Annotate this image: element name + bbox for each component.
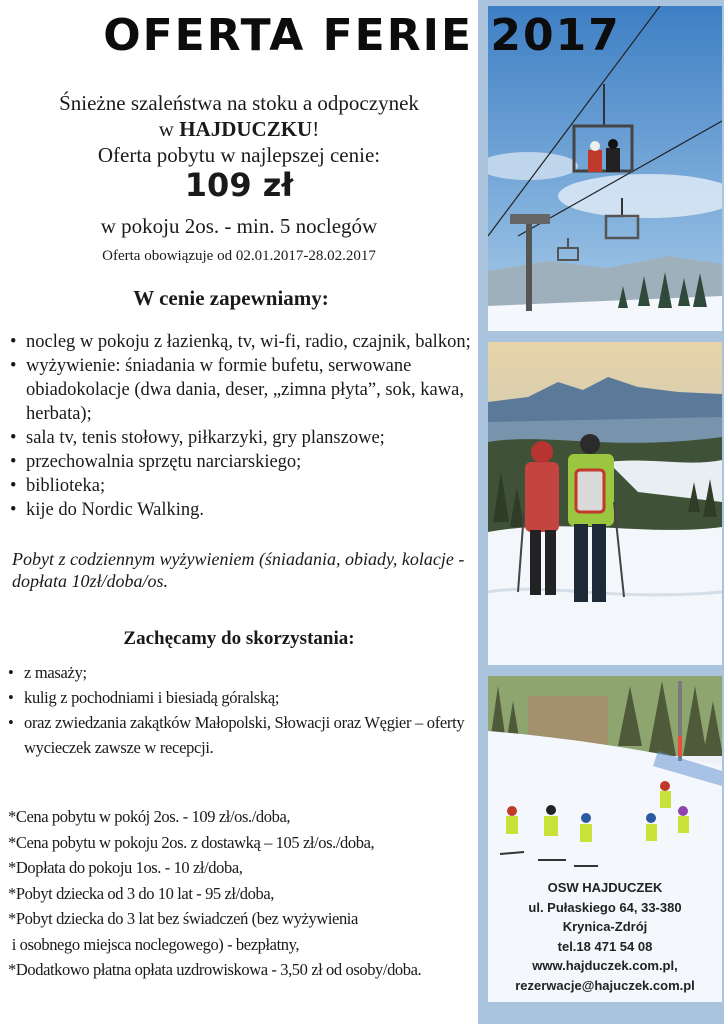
included-list — [10, 330, 475, 522]
list-item: • przechowalnia sprzętu narciarskiego; — [10, 450, 475, 474]
meal-note: Pobyt z codziennym wyżywieniem (śniadania, obiady, kolacje - dopłata 10zł/doba/os. — [12, 549, 465, 591]
contact-email[interactable]: rezerwacje@hajuczek.com.pl — [515, 977, 695, 993]
list-item: • sala tv, tenis stołowy, piłkarzyki, gry planszowe; — [10, 426, 475, 450]
price-notes — [8, 804, 486, 983]
list-item: • wyżywienie: śniadania w formie bufetu, serwowane obiadokolacje (dwa dania, deser, „zimna płyta”, sok, kawa, herbata); — [10, 354, 475, 426]
page-title: OFERTA FERIE 2017 — [103, 10, 621, 61]
lead-text — [0, 90, 478, 168]
lead-line-2 — [0, 116, 478, 142]
lead-line-1: Śnieżne szaleństwa na stoku a odpoczynek — [59, 91, 419, 115]
price-note: *Cena pobytu w pokoju 2os. z dostawką – 105 zł/os./doba, — [8, 832, 375, 852]
list-item: • biblioteka; — [10, 474, 475, 498]
list-item: • oraz zwiedzania zakątków Małopolski, Słowacji oraz Węgier – oferty wycieczek zawsze w recepcji. — [8, 710, 473, 760]
list-item: • nocleg w pokoju z łazienką, tv, wi-fi, radio, czajnik, balkon; — [10, 330, 475, 354]
price-note: *Pobyt dziecka do 3 lat bez świadczeń (bez wyżywienia — [8, 909, 358, 928]
encourage-list — [8, 660, 473, 760]
list-item: • kulig z pochodniami i biesiadą góralską; — [8, 685, 473, 710]
contact-city: Krynica-Zdrój — [562, 919, 648, 934]
price-note: *Dopłata do pokoju 1os. - 10 zł/doba, — [8, 858, 243, 877]
lead-line-3: Oferta pobytu w najlepszej cenie: — [97, 143, 381, 167]
price-note: *Dodatkowo płatna opłata uzdrowiskowa - 3,50 zł od osoby/doba. — [8, 960, 422, 979]
contact-phone[interactable]: tel.18 471 54 08 — [557, 938, 653, 954]
contact-name: OSW HAJDUCZEK — [547, 880, 663, 895]
lead-prefix: w — [158, 117, 180, 141]
contact-website[interactable]: www.hajduczek.com.pl, — [532, 958, 678, 973]
contact-street: ul. Pułaskiego 64, 33-380 — [528, 899, 682, 915]
price-note: *Pobyt dziecka od 3 do 10 lat - 95 zł/doba, — [8, 883, 274, 903]
contact-block — [488, 878, 722, 995]
price-note: i osobnego miejsca noclegowego) - bezpłatny, — [8, 934, 300, 954]
lead-suffix: ! — [312, 117, 320, 141]
price: 109 zł — [184, 166, 294, 204]
hikers-photo — [488, 342, 722, 665]
validity-text: Oferta obowiązuje od 02.01.2017-28.02.2017 — [102, 248, 376, 264]
list-item: • z masaży; — [8, 660, 473, 685]
encourage-heading: Zachęcamy do skorzystania: — [123, 628, 355, 649]
included-heading: W cenie zapewniamy: — [133, 286, 329, 310]
list-item: • kije do Nordic Walking. — [10, 498, 475, 522]
price-note: *Cena pobytu w pokój 2os. - 109 zł/os./doba, — [8, 807, 291, 826]
room-text: w pokoju 2os. - min. 5 noclegów — [100, 214, 378, 238]
hotel-name: HAJDUCZKU — [179, 117, 313, 141]
